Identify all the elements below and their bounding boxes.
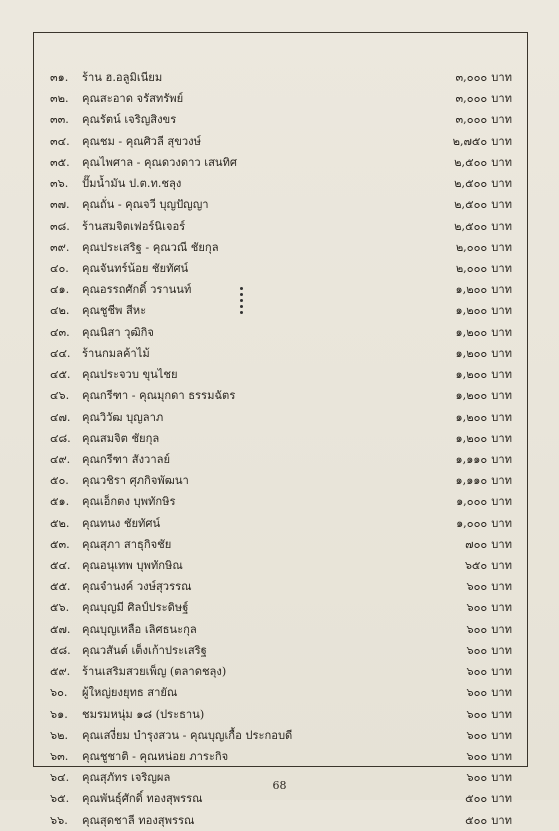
row-number: ๖๕. [50,792,70,806]
donation-amount [456,407,512,428]
donor-row [50,555,520,576]
currency-label: บาท [491,92,512,106]
donor-row [50,534,520,555]
donor-name: คุณชูชาติ - คุณหน่อย ภาระกิจ [82,750,229,763]
row-number: ๓๓. [50,113,69,127]
donor-row [50,597,520,618]
amount-value: ๑,๐๐๐ [456,516,488,530]
donor-row [50,513,520,534]
donation-amount [454,173,512,194]
donor-name: คุณชูชีพ สีหะ [82,304,147,318]
currency-label: บาท [491,580,512,594]
amount-value: ๑,๒๐๐ [455,431,488,445]
amount-value: ๒,๕๐๐ [454,198,488,212]
amount-value: ๒,๐๐๐ [455,261,488,275]
row-number: ๖๒. [50,728,69,742]
amount-value: ๑,๑๑๐ [455,474,488,488]
row-number: ๔๒. [50,304,70,318]
donation-amount [465,810,512,831]
donor-name: คุณไพศาล - คุณดวงดาว เสนทิศ [82,155,238,169]
row-number: ๔๖. [50,389,70,403]
donor-row [50,428,520,449]
donor-row [50,619,520,640]
currency-label: บาท [491,771,512,785]
row-number: ๕๙. [50,665,71,679]
row-number: ๔๔. [50,346,71,360]
row-number: ๕๐. [50,474,69,488]
donor-row [50,343,520,364]
donor-row [50,470,520,491]
donation-amount [456,300,512,321]
amount-value: ๖๐๐ [466,771,488,785]
currency-label: บาท [491,410,512,424]
donor-name: คุณถั่น - คุณจวี บุญปัญญา [82,198,209,212]
currency-label: บาท [491,792,512,806]
currency-label: บาท [491,643,512,657]
donor-name: คุณเสงี่ยม บำรุงสวน - คุณบุญเกื้อ ประกอบดี [82,728,293,742]
donor-row [50,491,520,512]
currency-label: บาท [491,198,512,212]
donor-name: คุณประจวบ ขุนไชย [82,368,178,382]
row-number: ๕๒. [50,516,70,530]
amount-value: ๒,๐๐๐ [455,240,488,254]
currency-label: บาท [491,346,512,360]
donor-row [50,300,520,321]
donor-name: คุณกรีฑา สังวาลย์ [82,452,171,466]
currency-label: บาท [491,559,512,573]
donor-row [50,88,520,109]
currency-label: บาท [491,177,512,191]
donation-amount [456,322,512,343]
donation-amount [466,682,512,703]
donation-amount [456,470,512,491]
page-number: 68 [272,779,287,792]
row-number: ๓๙. [50,240,70,254]
row-number: ๓๑. [50,71,69,84]
amount-value: ๒,๕๐๐ [454,177,488,191]
donation-amount [466,704,512,725]
currency-label: บาท [491,71,512,84]
donation-amount [454,194,512,215]
donor-name: คุณวชิรา ศุภกิจพัฒนา [82,474,189,488]
donor-name: คุณบุญเหลือ เลิศธนะกุล [82,622,197,636]
donor-list [50,67,520,831]
amount-value: ๑,๑๑๐ [455,452,488,466]
currency-label: บาท [491,113,512,127]
row-number: ๕๕. [50,580,71,594]
amount-value: ๖๐๐ [466,750,488,763]
amount-value: ๖๐๐ [466,580,488,594]
donor-name: คุณชม - คุณศิวลี สุขวงษ์ [82,134,201,148]
donor-row [50,746,520,767]
row-number: ๓๕. [50,155,70,169]
row-number: ๔๕. [50,368,71,382]
donation-amount [456,385,512,406]
donor-name: คุณทนง ชัยทัศน์ [82,516,161,530]
donor-name: ชมรมหนุ่ม ๑๘ (ประธาน) [82,707,205,721]
currency-label: บาท [491,474,512,488]
donor-row [50,237,520,258]
currency-label: บาท [491,325,512,339]
amount-value: ๓,๐๐๐ [455,113,488,127]
donor-name: คุณนิสา วุฒิกิจ [82,325,154,339]
currency-label: บาท [491,452,512,466]
donor-name: คุณพันธุ์ศักดิ์ ทองสุพรรณ [82,792,203,806]
donor-name: ผู้ใหญ่ยงยุทธ สายัณ [82,686,178,700]
donor-row [50,810,520,831]
donor-name: คุณกรีฑา - คุณมุกดา ธรรมฉัตร [82,389,236,403]
donor-row [50,704,520,725]
currency-label: บาท [491,495,512,509]
amount-value: ๗๐๐ [465,537,488,551]
donation-amount [456,258,512,279]
amount-value: ๑,๒๐๐ [455,346,488,360]
donor-row [50,725,520,746]
amount-value: ๑,๒๐๐ [455,389,488,403]
amount-value: ๖๐๐ [466,728,488,742]
row-number: ๓๔. [50,134,70,148]
amount-value: ๖๐๐ [466,601,488,615]
row-number: ๔๘. [50,431,71,445]
row-number: ๔๙. [50,452,71,466]
row-number: ๖๔. [50,771,70,785]
amount-value: ๒,๕๐๐ [454,155,488,169]
amount-value: ๕๐๐ [465,813,488,827]
donor-name: คุณเอ็กตง บุพทักษิร [82,495,176,509]
currency-label: บาท [491,686,512,700]
donor-name: คุณอนุเทพ บุพทักษิณ [82,559,183,573]
donation-amount [466,576,512,597]
amount-value: ๖๐๐ [466,622,488,636]
donor-name: คุณอรรถศักดิ์ วรานนท์ [82,283,192,297]
donor-row [50,449,520,470]
donor-row [50,216,520,237]
amount-value: ๑,๒๐๐ [455,325,488,339]
donor-row [50,682,520,703]
donor-row [50,258,520,279]
donor-name: คุณจันทร์น้อย ชัยทัศน์ [82,261,189,275]
donor-name: ร้าน ฮ.อลูมิเนียม [82,71,163,84]
row-number: ๖๖. [50,813,68,827]
donor-name: ร้านกมลค้าไม้ [82,346,150,360]
donor-name: คุณรัตน์ เจริญสิงขร [82,113,177,127]
currency-label: บาท [491,622,512,636]
donation-amount [456,279,512,300]
row-number: ๓๒. [50,92,69,106]
donor-name: ร้านสมจิตเฟอร์นิเจอร์ [82,219,186,233]
donor-row [50,385,520,406]
row-number: ๕๘. [50,643,71,657]
donation-amount [456,88,512,109]
currency-label: บาท [491,516,512,530]
donor-name: คุณวิวัฒ บุญลาภ [82,410,164,424]
donation-amount [453,131,512,152]
currency-label: บาท [491,240,512,254]
row-number: ๓๘. [50,219,70,233]
currency-label: บาท [491,601,512,615]
amount-value: ๒,๕๐๐ [454,219,488,233]
currency-label: บาท [491,155,512,169]
amount-value: ๖๐๐ [466,665,488,679]
currency-label: บาท [491,261,512,275]
row-number: ๕๗. [50,622,71,636]
amount-value: ๑,๒๐๐ [455,368,488,382]
donation-amount [456,513,512,534]
donation-amount [465,555,512,576]
row-number: ๕๑. [50,495,70,509]
row-number: ๓๗. [50,198,70,212]
amount-value: ๓,๐๐๐ [455,92,488,106]
currency-label: บาท [491,134,512,148]
currency-label: บาท [491,283,512,297]
amount-value: ๒,๗๕๐ [452,134,488,148]
row-number: ๓๖. [50,177,69,191]
currency-label: บาท [491,728,512,742]
amount-value: ๑,๒๐๐ [455,283,488,297]
row-number: ๔๐. [50,261,69,275]
currency-label: บาท [491,431,512,445]
donation-amount [454,152,512,173]
donation-amount [466,619,512,640]
donor-name: คุณสุดชาลี ทองสุพรรณ [82,813,195,827]
amount-value: ๖๕๐ [464,559,488,573]
currency-label: บาท [491,707,512,721]
donation-amount [456,237,512,258]
donation-amount [466,725,512,746]
donor-row [50,322,520,343]
row-number: ๕๖. [50,601,70,615]
donor-row [50,661,520,682]
donor-name: คุณจำนงค์ วงษ์สุวรรณ [82,580,192,594]
donor-row [50,407,520,428]
donor-name: คุณสุภัทร เจริญผล [82,771,171,785]
donor-row [50,131,520,152]
donor-row [50,364,520,385]
donation-amount [456,343,512,364]
donor-row [50,640,520,661]
row-number: ๖๐. [50,686,68,700]
row-number: ๕๔. [50,559,71,573]
donation-amount [465,534,512,555]
row-number: ๕๓. [50,537,70,551]
donor-name: คุณสุภา สาธุกิจชัย [82,537,172,551]
donation-amount [456,449,512,470]
donor-name: คุณบุญมี ศิลป์ประดิษฐ์ [82,601,189,615]
row-number: ๔๓. [50,325,70,339]
donation-amount [466,640,512,661]
donor-row [50,194,520,215]
currency-label: บาท [491,665,512,679]
currency-label: บาท [491,813,512,827]
donor-name: ร้านเสริมสวยเพ็ญ (ตลาดชลุง) [82,665,227,679]
donor-row [50,279,520,300]
donor-row [50,152,520,173]
donation-amount [466,597,512,618]
amount-value: ๖๐๐ [466,686,488,700]
row-number: ๖๓. [50,750,69,763]
donor-row [50,576,520,597]
donation-amount [466,746,512,767]
donor-name: คุณสะอาด จรัสทรัพย์ [82,92,184,106]
donor-name: ปั๊มน้ำมัน ป.ต.ท.ชลุง [82,177,182,191]
donation-amount [466,661,512,682]
donation-amount [456,109,512,130]
amount-value: ๑,๐๐๐ [456,495,488,509]
amount-value: ๕๐๐ [465,792,488,806]
donor-row [50,173,520,194]
row-number: ๖๑. [50,707,68,721]
donation-amount [456,428,512,449]
donation-amount [456,364,512,385]
currency-label: บาท [491,304,512,318]
amount-value: ๑,๒๐๐ [455,410,488,424]
currency-label: บาท [491,368,512,382]
amount-value: ๑,๒๐๐ [455,304,488,318]
amount-value: ๖๐๐ [466,643,488,657]
donation-amount [454,216,512,237]
donation-amount [456,67,512,88]
row-number: ๔๗. [50,410,71,424]
amount-value: ๖๐๐ [466,707,488,721]
currency-label: บาท [491,219,512,233]
currency-label: บาท [491,389,512,403]
donor-name: คุณวสันต์ เต็งเก้าประเสริฐ [82,643,207,657]
donor-name: คุณประเสริฐ - คุณวณี ชัยกุล [82,240,219,254]
currency-label: บาท [491,537,512,551]
donor-name: คุณสมจิต ชัยกุล [82,431,160,445]
donor-row [50,109,520,130]
donor-row [50,67,520,88]
donation-amount [456,491,512,512]
currency-label: บาท [491,750,512,763]
row-number: ๔๑. [50,283,70,297]
amount-value: ๓,๐๐๐ [455,71,488,84]
